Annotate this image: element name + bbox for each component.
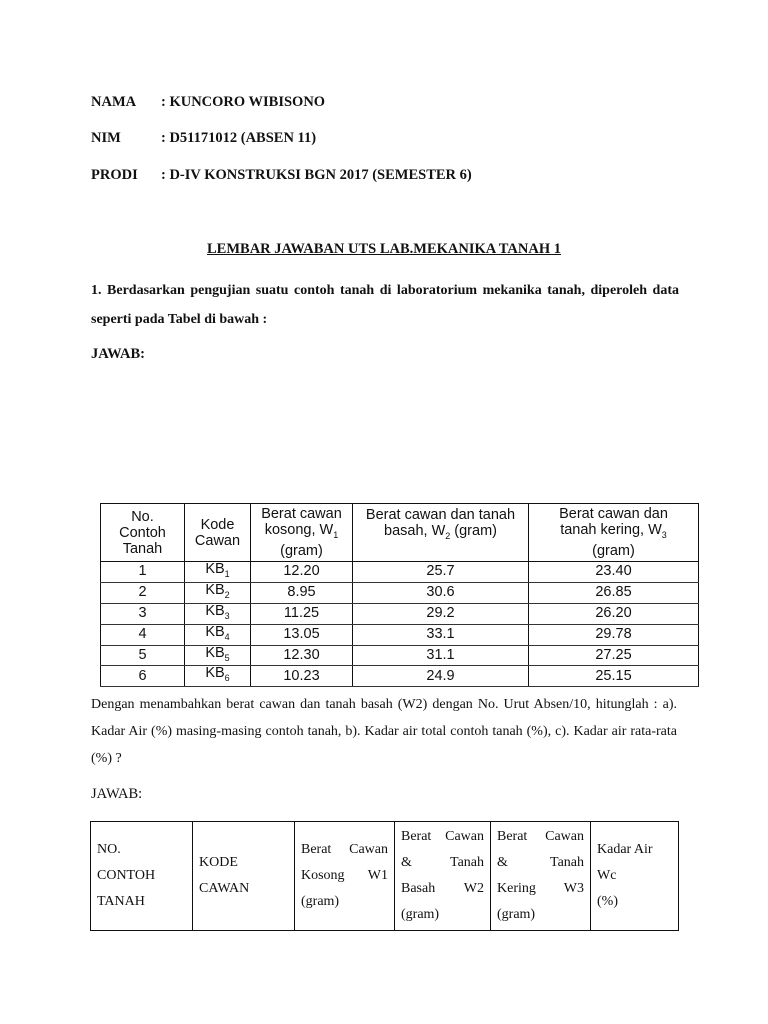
cell-w3: 23.40	[529, 562, 699, 583]
cell-w3: 26.85	[529, 582, 699, 603]
soil-data-table	[100, 503, 699, 687]
instruction-paragraph: Dengan menambahkan berat cawan dan tanah basah (W2) dengan No. Urut Absen/10, hitunglah : a). Kadar Air (%) masing-masing contoh tanah, b). Kadar air total contoh tanah (%), c). Kadar air rata-rata (%) ?	[91, 697, 677, 766]
col-w1-header: Berat cawan kosong, $W_1$ (gram)	[251, 504, 353, 562]
cell-kode: $KB_3$	[185, 603, 251, 624]
cell-no: 5	[101, 645, 185, 666]
col-w2-header: Berat cawan dan tanah basah, $W_2$ (gram)	[353, 504, 529, 562]
cell-w3: 25.15	[529, 666, 699, 687]
cell-w2: 31.1	[353, 645, 529, 666]
question-text: 1. Berdasarkan pengujian suatu contoh tanah di laboratorium mekanika tanah, diperoleh data seperti pada Tabel di bawah :	[91, 283, 679, 327]
answer-table	[90, 821, 679, 931]
col-w3-header: Berat cawan dan tanah kering, $W_3$ (gram)	[529, 504, 699, 562]
ans-col-wc-header: Kadar Air Wc (%)	[591, 822, 679, 931]
cell-kode: $KB_1$	[185, 562, 251, 583]
document-title: LEMBAR JAWABAN UTS LAB.MEKANIKA TANAH 1	[207, 241, 561, 257]
cell-w2: 25.7	[353, 562, 529, 583]
ans-col-no-header: NO. CONTOH TANAH	[91, 822, 193, 931]
table-row	[101, 645, 699, 666]
ans-col-w2-header: Berat Cawan & Tanah Basah W2 (gram)	[395, 822, 491, 931]
cell-w3: 26.20	[529, 603, 699, 624]
col-no-header: No. Contoh Tanah	[101, 504, 185, 562]
jawab-label-2: JAWAB:	[91, 786, 143, 802]
table-row	[101, 603, 699, 624]
cell-w1: 10.23	[251, 666, 353, 687]
cell-no: 6	[101, 666, 185, 687]
cell-no: 2	[101, 582, 185, 603]
col-kode-header: Kode Cawan	[185, 504, 251, 562]
cell-kode: $KB_6$	[185, 666, 251, 687]
ans-col-w1-header: Berat Cawan Kosong W1 (gram)	[295, 822, 395, 931]
cell-w1: 12.20	[251, 562, 353, 583]
cell-no: 1	[101, 562, 185, 583]
nama-value: : KUNCORO WIBISONO	[161, 94, 326, 110]
answer-header-row	[91, 822, 679, 931]
table-row	[101, 562, 699, 583]
prodi-value: : D-IV KONSTRUKSI BGN 2017 (SEMESTER 6)	[161, 167, 472, 183]
cell-w2: 30.6	[353, 582, 529, 603]
cell-kode: $KB_4$	[185, 624, 251, 645]
ans-col-w3-header: Berat Cawan & Tanah Kering W3 (gram)	[491, 822, 591, 931]
cell-w2: 29.2	[353, 603, 529, 624]
cell-w3: 29.78	[529, 624, 699, 645]
nim-row	[91, 130, 316, 147]
prodi-row	[91, 167, 472, 184]
jawab-label-1: JAWAB:	[91, 346, 145, 362]
nim-value: : D51171012 (ABSEN 11)	[161, 130, 317, 146]
cell-w2: 24.9	[353, 666, 529, 687]
prodi-label: PRODI	[91, 167, 138, 183]
table-row	[101, 582, 699, 603]
cell-w1: 11.25	[251, 603, 353, 624]
cell-kode: $KB_5$	[185, 645, 251, 666]
table-row	[101, 624, 699, 645]
table-row	[101, 666, 699, 687]
cell-no: 4	[101, 624, 185, 645]
cell-kode: $KB_2$	[185, 582, 251, 603]
nama-label: NAMA	[91, 94, 137, 110]
cell-w3: 27.25	[529, 645, 699, 666]
cell-w1: 8.95	[251, 582, 353, 603]
cell-w1: 12.30	[251, 645, 353, 666]
cell-w2: 33.1	[353, 624, 529, 645]
cell-no: 3	[101, 603, 185, 624]
cell-w1: 13.05	[251, 624, 353, 645]
soil-data-header-row	[101, 504, 699, 562]
nim-label: NIM	[91, 130, 121, 146]
ans-col-kode-header: KODE CAWAN	[193, 822, 295, 931]
nama-row	[91, 94, 325, 111]
